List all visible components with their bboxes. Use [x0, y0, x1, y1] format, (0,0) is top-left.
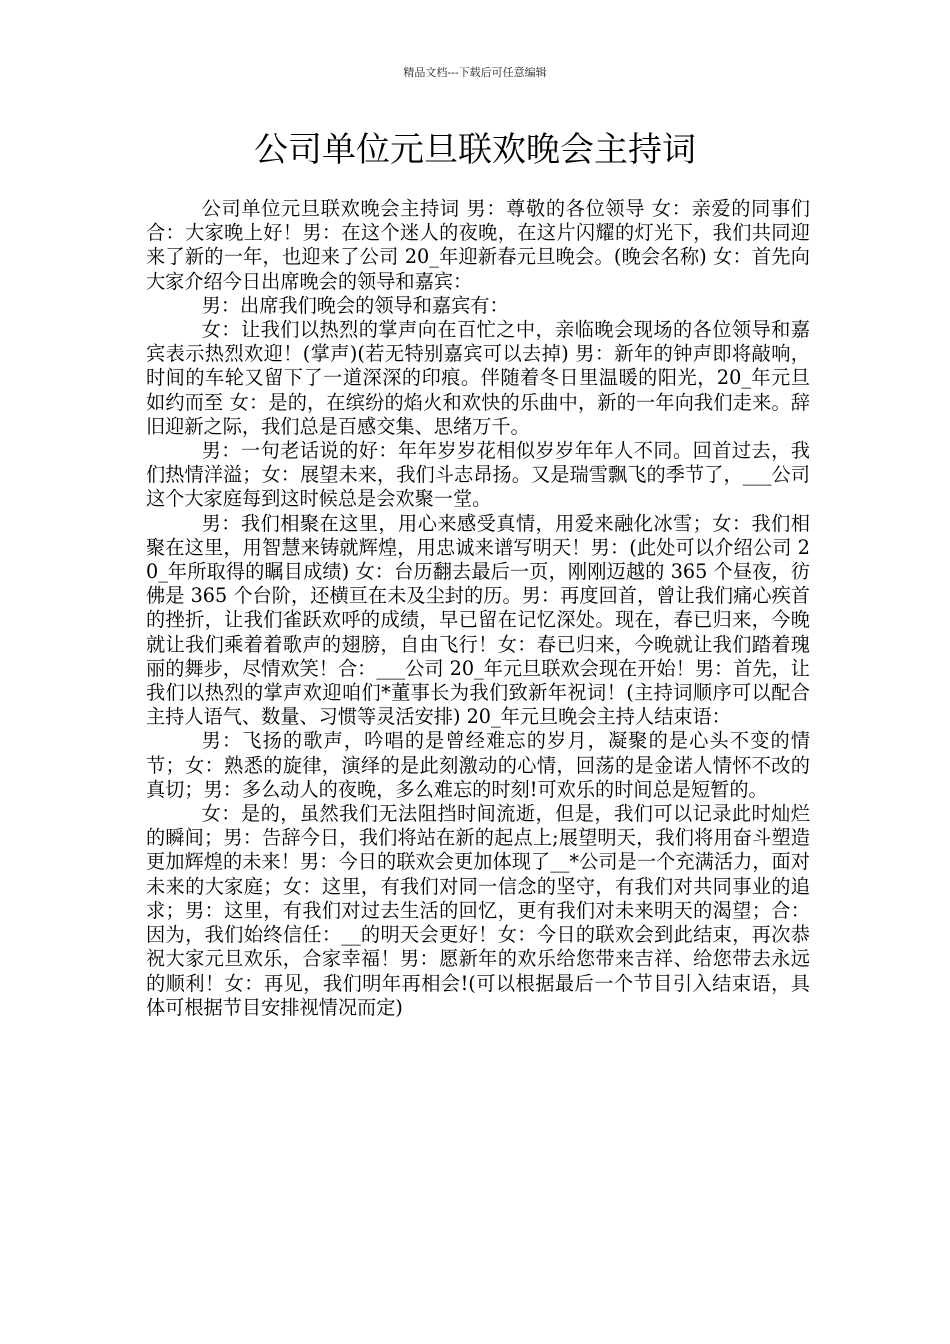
header-note: 精品文档---下载后可任意编辑	[403, 66, 547, 79]
paragraph-1: 公司单位元旦联欢晚会主持词 男：尊敬的各位领导 女：亲爱的同事们 合：大家晚上好！男：在这个迷人的夜晚，在这片闪耀的灯光下，我们共同迎来了新的一年，也迎来了公司 20_年迎新春元旦晚会。(晚会名称) 女：首先向大家介绍今日出席晚会的领导和嘉宾：	[146, 197, 810, 293]
paragraph-4: 男：一句老话说的好：年年岁岁花相似岁岁年年人不同。回首过去，我们热情洋溢；女：展望未来，我们斗志昂扬。又是瑞雪飘飞的季节了，___公司这个大家庭每到这时候总是会欢聚一堂。	[146, 439, 810, 511]
paragraph-7: 女：是的，虽然我们无法阻挡时间流逝，但是，我们可以记录此时灿烂的瞬间；男：告辞今日，我们将站在新的起点上;展望明天，我们将用奋斗塑造更加辉煌的未来！男：今日的联欢会更加体现了__*公司是一个充满活力，面对未来的大家庭；女：这里，有我们对同一信念的坚守，有我们对共同事业的追求；男：这里，有我们对过去生活的回忆，更有我们对未来明天的渴望；合：因为，我们始终信任：__的明天会更好！女：今日的联欢会到此结束，再次恭祝大家元旦欢乐，合家幸福！男：愿新年的欢乐给您带来吉祥、给您带去永远的顺利！女：再见，我们明年再相会!(可以根据最后一个节目引入结束语，具体可根据节目安排视情况而定)	[146, 802, 810, 1019]
paragraph-3: 女：让我们以热烈的掌声向在百忙之中，亲临晚会现场的各位领导和嘉宾表示热烈欢迎！(掌声)(若无特别嘉宾可以去掉) 男：新年的钟声即将敲响，时间的车轮又留下了一道深深的印痕。伴随着冬日里温暖的阳光，20_年元旦如约而至 女：是的，在缤纷的焰火和欢快的乐曲中，新的一年向我们走来。辞旧迎新之际，我们总是百感交集、思绪万千。	[146, 318, 810, 438]
paragraph-6: 男：飞扬的歌声，吟唱的是曾经难忘的岁月，凝聚的是心头不变的情节；女：熟悉的旋律，演绎的是此刻激动的心情，回荡的是金诺人情怀不改的真切；男：多么动人的夜晚，多么难忘的时刻!可欢乐的时间总是短暂的。	[146, 729, 810, 801]
paragraph-5: 男：我们相聚在这里，用心来感受真情，用爱来融化冰雪；女：我们相聚在这里，用智慧来铸就辉煌，用忠诚来谱写明天！男：(此处可以介绍公司 20_年所取得的瞩目成绩) 女：台历翻去最后一页，刚刚迈越的 365 个昼夜，彷佛是 365 个台阶，还横亘在未及尘封的历。男：再度回首，曾让我们痛心疾首的挫折，让我们雀跃欢呼的成绩，早已留在记忆深处。现在，春已归来，今晚就让我们乘着着歌声的翅膀，自由飞行！女：春已归来，今晚就让我们踏着瑰丽的舞步，尽情欢笑！合：___公司 20_年元旦联欢会现在开始！男：首先，让我们以热烈的掌声欢迎咱们*董事长为我们致新年祝词！(主持词顺序可以配合主持人语气、数量、习惯等灵活安排) 20_年元旦晚会主持人结束语：	[146, 511, 810, 729]
document-body	[146, 197, 810, 1020]
paragraph-2: 男：出席我们晚会的领导和嘉宾有：	[201, 293, 509, 317]
document-title: 公司单位元旦联欢晚会主持词	[254, 130, 696, 170]
